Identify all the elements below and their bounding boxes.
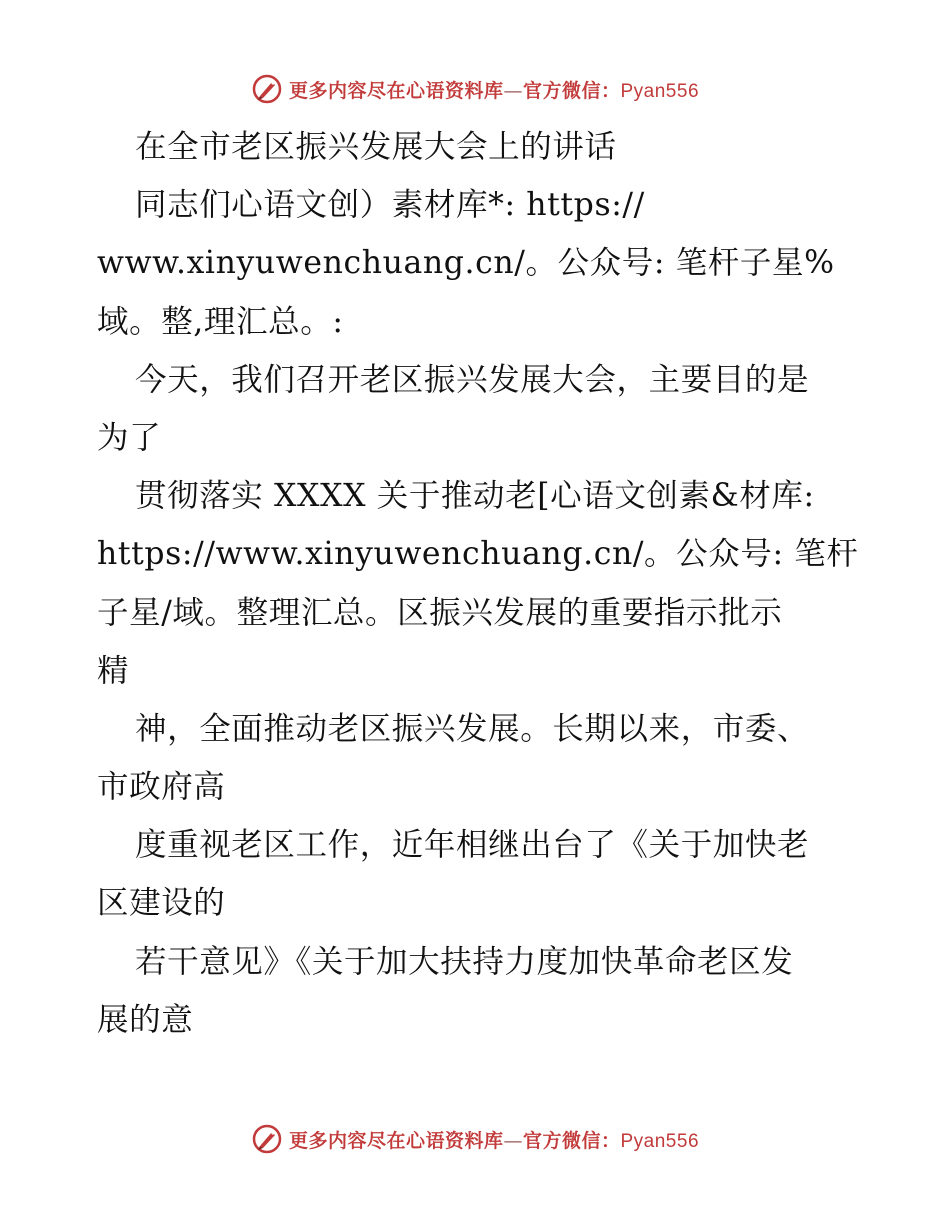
- footer-site-text: 更多内容尽在心语资料库: [288, 1129, 504, 1152]
- document-line: 贯彻落实 XXXX 关于推动老[心语文创素&材库:: [135, 478, 815, 515]
- header-banner: [0, 71, 950, 107]
- footer-contact-text: 官方微信：: [522, 1129, 621, 1152]
- header-wechat-id: Pyan556: [620, 80, 700, 102]
- document-line: 精: [97, 652, 130, 689]
- document-line: www.xinyuwenchuang.cn/。公众号: 笔杆子星%: [97, 245, 835, 282]
- document-line: 同志们心语文创）素材库*: https://: [135, 187, 645, 224]
- header-separator: —: [503, 79, 523, 102]
- document-title: 在全市老区振兴发展大会上的讲话: [135, 129, 617, 165]
- footer-wechat-id: Pyan556: [620, 1130, 700, 1152]
- document-line: 子星/域。整理汇总。区振兴发展的重要指示批示: [97, 594, 783, 631]
- document-body: [97, 118, 867, 1049]
- document-line: 为了: [97, 419, 162, 456]
- footer-separator: —: [503, 1129, 523, 1152]
- header-banner-text: [289, 76, 699, 103]
- document-line: https://www.xinyuwenchuang.cn/。公众号: 笔杆: [97, 536, 859, 573]
- document-line: 今天，我们召开老区振兴发展大会，主要目的是: [135, 361, 810, 398]
- document-line: 神，全面推动老区振兴发展。长期以来，市委、: [135, 710, 810, 747]
- pen-logo-icon: [251, 1123, 283, 1155]
- header-contact-text: 官方微信：: [522, 79, 621, 102]
- document-line: 度重视老区工作，近年相继出台了《关于加快老: [135, 827, 810, 864]
- document-line: 域。整,理汇总。:: [97, 303, 344, 340]
- pen-logo-icon: [251, 73, 283, 105]
- footer-banner-text: [289, 1126, 699, 1153]
- header-site-text: 更多内容尽在心语资料库: [288, 79, 504, 102]
- document-line: 区建设的: [97, 885, 226, 922]
- footer-banner: [0, 1121, 950, 1157]
- document-line: 市政府高: [97, 769, 226, 806]
- document-line: 展的意: [97, 1001, 194, 1038]
- document-line: 若干意见》《关于加大扶持力度加快革命老区发: [135, 943, 794, 980]
